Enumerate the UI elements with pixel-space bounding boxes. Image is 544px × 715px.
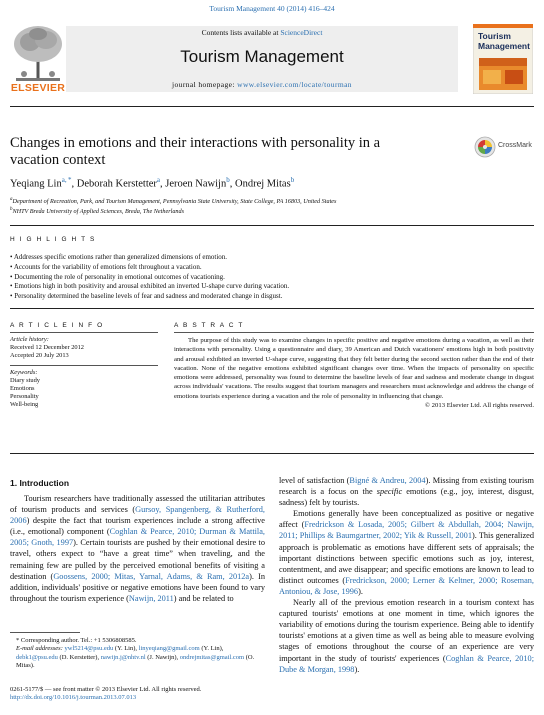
journal-name: Tourism Management xyxy=(180,47,344,66)
crossmark-icon xyxy=(474,136,496,158)
text-run: Nearly all of the previous emotion research in a tourism context has captured tourists' emotions at one moment in time, which ignores the variability of emotions during the tourism experience. Being able to identify tourists' emotions at a given time as well as being able to measure evolving stages of emotions throughout the course of an experience are very important in the study of tourists' experiences ( xyxy=(279,598,534,663)
article-title: Changes in emotions and their interactions with personality in a vacation context xyxy=(10,135,381,168)
citation-link[interactable]: Coghlan & Pearce, 2010; Dube & Morgan, 1998 xyxy=(279,653,535,674)
affiliation xyxy=(10,196,510,206)
issn-block xyxy=(10,686,310,703)
highlights-top-rule xyxy=(10,225,534,226)
abstract-bottom-rule xyxy=(10,453,534,454)
crossmark-badge[interactable] xyxy=(474,136,538,158)
text-run: ). xyxy=(358,586,363,596)
highlight-item: • Addresses specific emotions rather than generalized dimensions of emotion. xyxy=(10,253,228,261)
author-name: Ondrej Mitas xyxy=(234,178,291,190)
affiliations xyxy=(10,196,510,216)
footnotes xyxy=(10,637,265,671)
homepage-link[interactable]: www.elsevier.com/locate/tourman xyxy=(237,80,352,89)
text-run: ). This generalized approach is problematic as emotions have different sets of appraisals; the important distinctions between specific emotions such as joy, interest, contentment, and awe disappear; and specific emotions are known to lead to distinct outcomes ( xyxy=(279,531,534,585)
author-name: Jeroen Nawijn xyxy=(165,178,227,190)
affiliation-mark: b xyxy=(10,207,13,213)
contents-line xyxy=(66,28,458,37)
abstract xyxy=(174,336,534,410)
keyword: Personality xyxy=(10,393,39,401)
text-run: level of satisfaction ( xyxy=(279,476,350,485)
keywords-label: Keywords: xyxy=(10,368,38,376)
cover-title: Tourism Management xyxy=(478,31,530,51)
intro-right-column xyxy=(279,475,534,675)
abstract-heading: A B S T R A C T xyxy=(174,322,244,329)
highlight-item: • Personality determined the baseline levels of fear and sadness and moderated change in disgust. xyxy=(10,292,283,301)
email-link[interactable]: ondrejmitas@gmail.com xyxy=(179,653,245,661)
text-run: Tourism researchers have traditionally assessed the utilitarian attributes of tourism products and services ( xyxy=(10,494,265,515)
history-label: Article history: xyxy=(10,336,49,343)
header-rule xyxy=(10,106,534,107)
citation-link[interactable]: Gursoy, Spangenberg, & Rutherford, 2006 xyxy=(10,505,265,526)
doi-link[interactable]: http://dx.doi.org/10.1016/j.tourman.2013.07.013 xyxy=(10,694,137,702)
author-affiliation-mark[interactable]: a xyxy=(156,176,161,184)
affiliation-mark: a xyxy=(10,197,13,202)
email-owner: (Y. Lin), xyxy=(113,645,139,653)
intro-paragraph-2 xyxy=(279,508,534,597)
email-owner: (J. Nawijn), xyxy=(145,653,180,661)
affiliation-text: Department of Recreation, Park, and Tourism Management, Pennsylvania State University, State College, PA 16803, United States xyxy=(12,198,337,206)
citation-link[interactable]: Bigné & Andreu, 2004 xyxy=(349,476,426,485)
journal-homepage-line xyxy=(66,80,458,89)
highlight-item: • Documenting the role of personality in emotional outcomes of vacationing. xyxy=(10,272,225,281)
received-date: Received 12 December 2012 xyxy=(10,344,84,352)
journal-cover[interactable] xyxy=(473,24,533,94)
intro-paragraph-3 xyxy=(279,597,534,675)
author-affiliation-mark[interactable]: b xyxy=(290,176,295,184)
highlights-list xyxy=(10,253,530,302)
contents-prefix: Contents lists available at xyxy=(201,28,281,37)
intro-heading: 1. Introduction xyxy=(10,478,70,488)
author-separator: , xyxy=(229,178,235,190)
intro-paragraph-1-cont xyxy=(279,475,534,508)
keywords-rule xyxy=(10,365,158,366)
highlight-item: • Emotions high in both positivity and arousal exhibited an inverted U-shape curve during vacation. xyxy=(10,282,290,291)
text-run: ). Missing from existing tourism research is a focus on the xyxy=(279,476,535,497)
author-separator: , xyxy=(71,178,77,190)
keywords-list xyxy=(10,377,158,410)
accepted-date: Accepted 20 July 2013 xyxy=(10,352,69,360)
text-run: ). Certain tourists are pushed by their emotional desire to travel, others expect to “have a great time” when traveling, and the remaining few are pulled by the perceived emotional benefits of visiting a destination ( xyxy=(10,538,266,581)
crossmark-label: CrossMark xyxy=(498,142,532,149)
text-run: ) and be related to xyxy=(173,593,234,603)
keyword: Emotions xyxy=(10,385,35,393)
elsevier-wordmark: ELSEVIER xyxy=(10,82,66,94)
author-affiliation-mark[interactable]: b xyxy=(226,176,230,184)
email-link[interactable]: ywl5214@psu.edu xyxy=(64,645,114,653)
abstract-text: The purpose of this study was to examine changes in specific positive and negative emotions during a vacation, as well as their interactions with personality. Using a questionnaire and diary, 39 American and Dutch vacationers' emotions high in both positivity and arousal exhibited an inverted U-shape curve, suggesting that they felt better during the second section rather than the end of their vacation. None of the negative emotions exhibited significant changes over time. When the impacts of personality on specific emotions were addressed, personality was found to determine the baseline levels of fear and sadness and moderate change in disgust across individuals' vacations. The results suggest that tourism managers and researchers must acknowledge and address the change of emotions tourists experience during a vacation and the role of personality in influencing that change. xyxy=(174,337,534,400)
email-owner: (D. Kerstetter), xyxy=(57,653,101,661)
sciencedirect-link[interactable]: ScienceDirect xyxy=(280,28,323,37)
email-link[interactable]: debk1@psu.edu xyxy=(16,653,58,661)
footnote-rule xyxy=(10,632,80,633)
corresponding-author-note: * Corresponding author. Tel.: +1 5306808585. xyxy=(16,637,137,644)
affiliation-text: NHTV Breda University of Applied Sciences, Breda, The Netherlands xyxy=(12,208,185,216)
email-owner: (O. Mitas). xyxy=(16,653,255,670)
issn-line: 0261-5177/$ — see front matter © 2013 Elsevier Ltd. All rights reserved. xyxy=(10,686,202,693)
emphasis: specific xyxy=(376,487,403,497)
article-info-rule xyxy=(10,332,158,333)
author-affiliation-mark[interactable]: a, * xyxy=(61,176,72,184)
author-list xyxy=(10,176,440,190)
article-info xyxy=(10,336,158,410)
email-owner: (Y. Lin), xyxy=(199,645,224,653)
highlight-item: • Accounts for the variability of emotions felt throughout a vacation. xyxy=(10,262,202,271)
abstract-copyright: © 2013 Elsevier Ltd. All rights reserved. xyxy=(424,402,534,410)
highlights-bottom-rule xyxy=(10,308,534,309)
citation-link[interactable]: Nawijn, 2011 xyxy=(128,593,174,603)
intro-paragraph-1 xyxy=(10,493,265,604)
keyword: Diary study xyxy=(10,376,40,384)
email-link[interactable]: nawijn.j@nhtv.nl xyxy=(100,653,146,661)
citation-link[interactable]: Fredrickson & Losada, 2005; Gilbert & Abdullah, 2004; Nawijn, 2011; Phillips & Baumgartner, 2002; Yik & Russell, 2001 xyxy=(279,520,534,541)
email-addresses xyxy=(10,645,265,670)
citation-link[interactable]: Fredrickson, 2000; Lerner & Keltner, 2000; Roseman, Antoniou, & Jose, 1996 xyxy=(279,575,535,596)
intro-left-column xyxy=(10,493,265,604)
text-run: Emotions generally have been conceptualized as positive or negative affect ( xyxy=(279,509,534,530)
article-info-heading: A R T I C L E I N F O xyxy=(10,322,104,329)
text-run: emotions (e.g., joy, interest, disgust, sadness) felt by tourists. xyxy=(279,487,535,508)
elsevier-logo xyxy=(10,22,66,94)
author-separator: , xyxy=(160,178,166,190)
author-name: Yeqiang Lin xyxy=(10,178,62,190)
keyword: Well-being xyxy=(10,401,39,409)
author-name: Deborah Kerstetter xyxy=(76,178,157,190)
citation-link[interactable]: Coghlan & Pearce, 2010; Durman & Mattila, 2005; Gnoth, 1997 xyxy=(10,527,265,548)
text-run: ) despite the fact that tourism experiences include a strong affective (i.e., emotional) component ( xyxy=(10,516,265,537)
citation-link[interactable]: Goossens, 2000; Mitas, Yarnal, Adams, & Ram, 2012a xyxy=(53,571,250,581)
homepage-prefix: journal homepage: xyxy=(172,80,238,89)
text-run: ). In addition, individuals' positive or negative emotions have been found to vary throughout the tourism experience ( xyxy=(10,571,265,603)
journal-citation[interactable]: Tourism Management 40 (2014) 416–424 xyxy=(209,4,335,13)
highlights-heading: H I G H L I G H T S xyxy=(10,236,96,243)
text-run: ). xyxy=(354,664,360,674)
email-label: E-mail addresses: xyxy=(16,645,65,653)
affiliation xyxy=(10,206,510,216)
abstract-rule xyxy=(174,332,534,333)
email-link[interactable]: linyeqiang@gmail.com xyxy=(138,645,200,653)
